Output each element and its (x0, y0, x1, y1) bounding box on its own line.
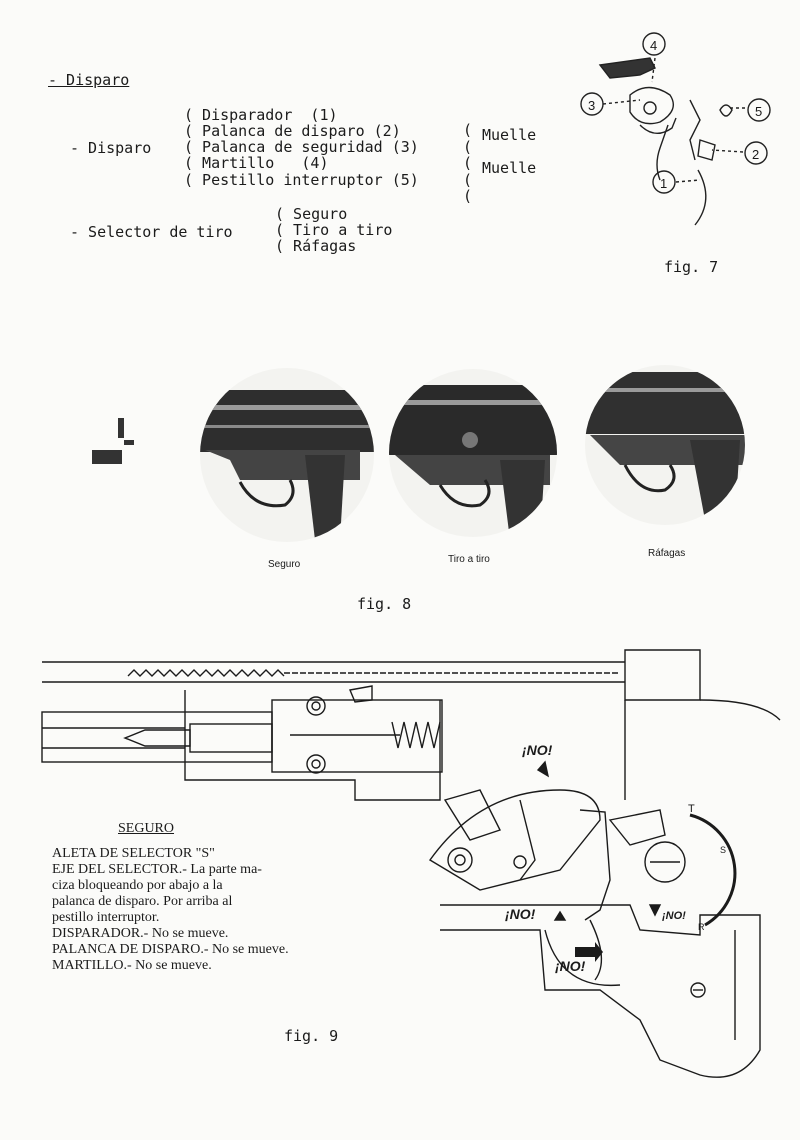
fig9-text-line: EJE DEL SELECTOR.- La parte ma- (52, 862, 262, 877)
part-item: ( Pestillo interruptor (5) (184, 171, 419, 189)
fig9-heading: SEGURO (118, 821, 175, 836)
dial-letter: T (688, 803, 695, 815)
group-label-disparo: - Disparo (70, 139, 152, 157)
part-item: ( Palanca de disparo (2) (184, 122, 401, 140)
fig7-callout: 3 (588, 98, 596, 113)
dial-letter: S (720, 845, 727, 855)
group-label-selector: - Selector de tiro (70, 223, 233, 241)
spring-bracket: ( (463, 121, 473, 139)
fig9-text-line: ALETA DE SELECTOR "S" (52, 846, 215, 861)
photo-caption: Seguro (268, 559, 301, 570)
dial-letter: R (698, 922, 705, 932)
spring-bracket: ( (463, 187, 473, 205)
no-label: ¡NO! (555, 958, 586, 974)
no-label: ¡NO! (522, 742, 553, 758)
spring-bracket: ( (463, 154, 473, 172)
fig9-text-line: ciza bloqueando por abajo a la (52, 878, 223, 893)
part-item: ( Disparador (1) (184, 106, 338, 124)
fig7-callout: 4 (650, 38, 658, 53)
fig9-text-line: DISPARADOR.- No se mueve. (52, 926, 229, 941)
selector-mode: ( Ráfagas (275, 237, 357, 255)
fig9-text-line: MARTILLO.- No se mueve. (52, 958, 212, 973)
photo-caption: Tiro a tiro (448, 554, 490, 565)
selector-mode: ( Tiro a tiro (275, 221, 393, 239)
no-label: ¡NO! (662, 910, 686, 922)
fig9-text-line: palanca de disparo. Por arriba al (52, 894, 233, 909)
fig7-callout: 2 (752, 147, 760, 162)
selector-mode: ( Seguro (275, 205, 348, 223)
photo-caption: Ráfagas (648, 548, 686, 559)
spring-label: Muelle (482, 159, 537, 177)
no-label: ¡NO! (505, 906, 536, 922)
fig9-text-line: PALANCA DE DISPARO.- No se mueve. (52, 942, 289, 957)
spring-label: Muelle (482, 126, 537, 144)
part-item: ( Martillo (4) (184, 154, 329, 172)
spring-bracket: ( (463, 171, 473, 189)
fig7-callout: 1 (660, 176, 668, 191)
fig8-caption: fig. 8 (357, 595, 412, 613)
fig7-callout: 5 (755, 104, 763, 119)
fig9-caption: fig. 9 (284, 1027, 339, 1045)
fig7-caption: fig. 7 (664, 258, 719, 276)
fig9-text-line: pestillo interruptor. (52, 910, 160, 925)
part-item: ( Palanca de seguridad (3) (184, 138, 419, 156)
section-heading: - Disparo (48, 71, 130, 89)
spring-bracket: ( (463, 138, 473, 156)
